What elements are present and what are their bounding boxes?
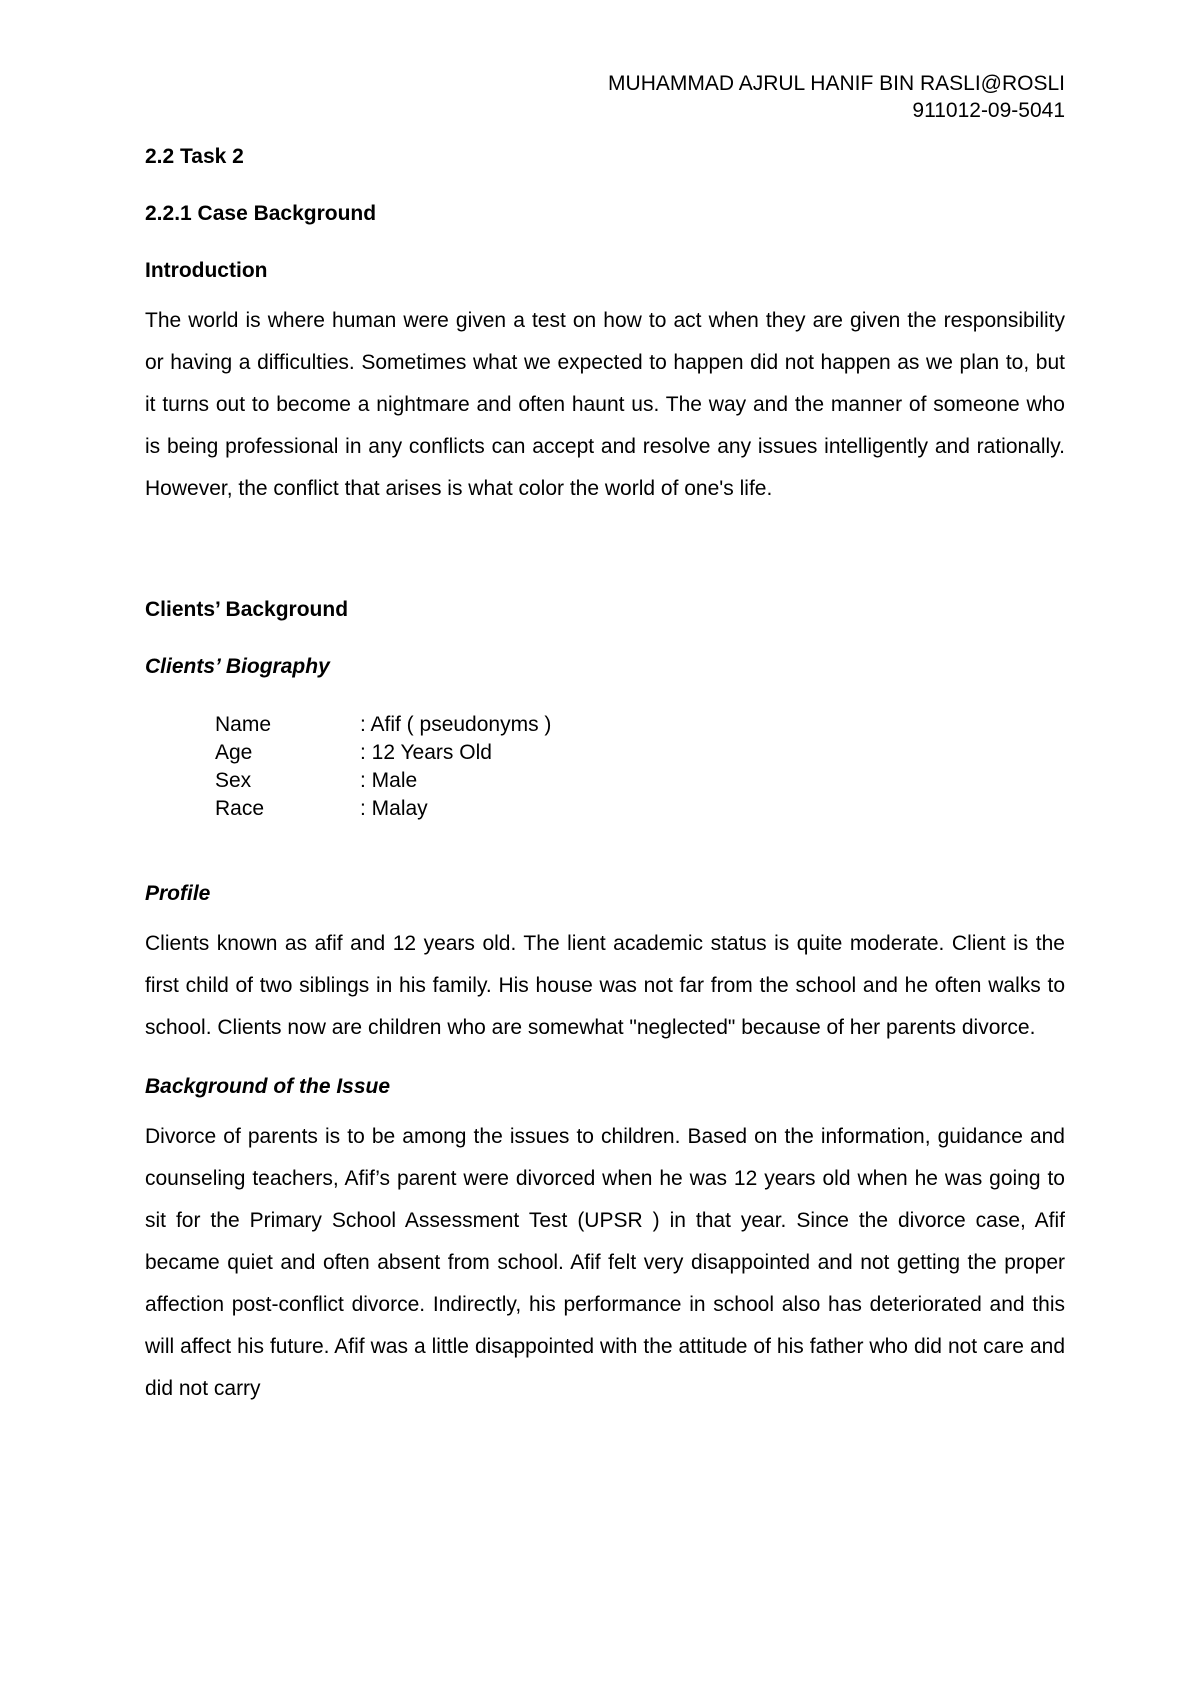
task-title: 2.2 Task 2 xyxy=(145,145,244,168)
document-body xyxy=(145,143,1065,1410)
biography-row-name xyxy=(215,711,1065,739)
clients-biography-title: Clients’ Biography xyxy=(145,655,330,678)
biography-row-age xyxy=(215,739,1065,767)
biography-value: : Malay xyxy=(360,797,428,820)
biography-value: : 12 Years Old xyxy=(360,741,492,764)
introduction-title: Introduction xyxy=(145,259,268,282)
biography-table xyxy=(215,711,1065,823)
biography-label: Sex xyxy=(215,769,252,792)
biography-value: : Male xyxy=(360,769,418,792)
biography-label: Name xyxy=(215,713,272,736)
biography-row-race xyxy=(215,795,1065,823)
biography-value: : Afif ( pseudonyms ) xyxy=(360,713,552,736)
id-number: 911012-09-5041 xyxy=(912,99,1065,122)
biography-row-sex xyxy=(215,767,1065,795)
issue-paragraph: Divorce of parents is to be among the issues to children. Based on the information, guidance and counseling teachers, Afif’s parent were divorced when he was 12 years old when he was going to sit for the Primary School Assessment Test (UPSR ) in that year. Since the divorce case, Afif became quiet and often absent from school. Afif felt very disappointed and not getting the proper affection post-conflict divorce. Indirectly, his performance in school also has deteriorated and this will affect his future. Afif was a little disappointed with the attitude of his father who did not care and did not carry xyxy=(145,1125,1065,1400)
profile-title: Profile xyxy=(145,882,211,905)
case-background-title: 2.2.1 Case Background xyxy=(145,202,377,225)
issue-title: Background of the Issue xyxy=(145,1075,391,1098)
biography-label: Race xyxy=(215,797,265,820)
page-header xyxy=(608,70,1065,124)
introduction-paragraph: The world is where human were given a test on how to act when they are given the responsibility or having a difficulties. Sometimes what we expected to happen did not happen as we plan to, but it turns out to become a nightmare and often haunt us. The way and the manner of someone who is being professional in any conflicts can accept and resolve any issues intelligently and rationally. However, the conflict that arises is what color the world of one's life. xyxy=(145,309,1065,500)
biography-label: Age xyxy=(215,741,253,764)
clients-background-title: Clients’ Background xyxy=(145,598,349,621)
author-name: MUHAMMAD AJRUL HANIF BIN RASLI@ROSLI xyxy=(608,72,1065,95)
profile-paragraph: Clients known as afif and 12 years old. The lient academic status is quite moderate. Client is the first child of two siblings in his family. His house was not far from the school and he often walks to school. Clients now are children who are somewhat "neglected" because of her parents divorce. xyxy=(145,932,1065,1039)
